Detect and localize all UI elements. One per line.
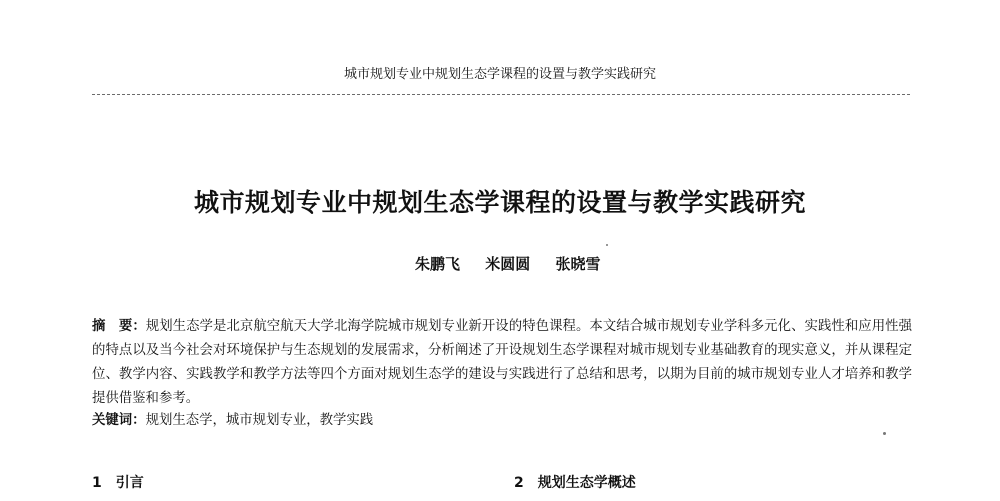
paper-title: 城市规划专业中规划生态学课程的设置与教学实践研究 xyxy=(193,188,806,217)
section-number: 2 xyxy=(514,475,524,491)
author-name: 张晓雪 xyxy=(555,255,601,273)
abstract-label: 摘 要： xyxy=(92,319,146,334)
section-heading-introduction xyxy=(92,472,144,492)
scan-speck xyxy=(883,432,886,435)
author-name: 米圆圆 xyxy=(485,255,531,273)
author-name: 朱鹏飞 xyxy=(415,255,461,273)
abstract-text: 规划生态学是北京航空航天大学北海学院城市规划专业新开设的特色课程。本文结合城市规划专业学科多元化、实践性和应用性强的特点以及当今社会对环境保护与生态规划的发展需求，分析阐述了开设规划生态学课程对城市规划专业基础教育的现实意义，并从课程定位、教学内容、实践教学和教学方法等四个方面对规划生态学的建设与实践进行了总结和思考，以期为目前的城市规划专业人才培养和教学提供借鉴和参考。 xyxy=(92,319,913,406)
author-list xyxy=(415,253,621,274)
running-header: 城市规划专业中规划生态学课程的设置与教学实践研究 xyxy=(343,67,656,82)
section-title: 规划生态学概述 xyxy=(537,475,636,491)
section-number: 1 xyxy=(92,475,102,491)
keywords-label: 关键词： xyxy=(92,413,146,428)
keywords xyxy=(92,410,373,432)
section-heading-overview xyxy=(514,472,636,492)
scan-speck xyxy=(606,244,608,246)
section-title: 引言 xyxy=(115,475,144,491)
keywords-text: 规划生态学，城市规划专业，教学实践 xyxy=(145,413,374,428)
header-divider xyxy=(92,94,910,95)
abstract xyxy=(92,315,912,411)
